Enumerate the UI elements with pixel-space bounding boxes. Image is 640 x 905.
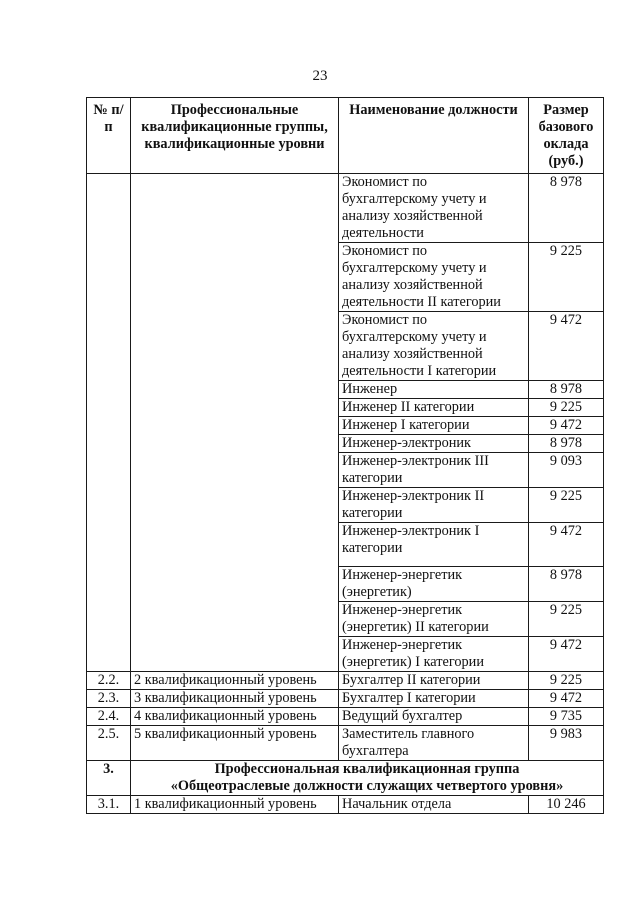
position-cell: Бухгалтер I категории [339,690,529,708]
salary-cell: 8 978 [529,567,604,602]
salary-cell: 8 978 [529,435,604,453]
level-cell: 2 квалификационный уровень [131,672,339,690]
position-cell: Инженер-электроник III категории [339,453,529,488]
page-number: 23 [312,68,328,84]
salary-cell: 9 225 [529,399,604,417]
salary-cell: 9 472 [529,523,604,567]
table-row [87,708,604,726]
num-cell: 2.3. [87,690,131,708]
position-cell: Экономист по бухгалтерскому учету и анализу хозяйственной деятельности II категории [339,243,529,312]
salary-cell: 10 246 [529,796,604,814]
position-cell: Инженер-электроник II категории [339,488,529,523]
header-position: Наименование должности [339,98,529,174]
table-row [87,174,604,243]
position-cell: Инженер-энергетик (энергетик) [339,567,529,602]
group-title-line1: Профессиональная квалификационная группа [214,761,520,777]
table-row [87,690,604,708]
salary-cell: 9 225 [529,243,604,312]
salary-cell: 9 472 [529,312,604,381]
group-title-cell [131,761,604,796]
group-num-cell: 3. [87,761,131,796]
header-group: Профессиональные квалификационные группы, квалификационные уровни [131,98,339,174]
salary-cell: 8 978 [529,381,604,399]
level-cell: 4 квалификационный уровень [131,708,339,726]
table-row [87,672,604,690]
table-header-row [87,98,604,174]
salary-cell: 9 472 [529,637,604,672]
position-cell: Инженер II категории [339,399,529,417]
salary-table [86,97,604,814]
level-cell: 3 квалификационный уровень [131,690,339,708]
salary-cell: 9 472 [529,690,604,708]
position-cell: Начальник отдела [339,796,529,814]
group-title-row [87,761,604,796]
level-cell: 1 квалификационный уровень [131,796,339,814]
table-row [87,726,604,761]
num-cell: 2.5. [87,726,131,761]
salary-cell: 9 472 [529,417,604,435]
group-title-line2: «Общеотраслевые должности служащих четвертого уровня» [170,778,564,794]
position-cell: Экономист по бухгалтерскому учету и анализу хозяйственной деятельности [339,174,529,243]
position-cell: Инженер-энергетик (энергетик) II категории [339,602,529,637]
salary-cell: 9 225 [529,602,604,637]
position-cell: Инженер I категории [339,417,529,435]
header-num: № п/п [87,98,131,174]
salary-cell: 8 978 [529,174,604,243]
position-cell: Инженер-электроник I категории [339,523,529,567]
continuation-group-cell [131,174,339,672]
salary-cell: 9 983 [529,726,604,761]
position-cell: Заместитель главного бухгалтера [339,726,529,761]
position-cell: Ведущий бухгалтер [339,708,529,726]
continuation-num-cell [87,174,131,672]
position-cell: Бухгалтер II категории [339,672,529,690]
salary-cell: 9 093 [529,453,604,488]
level-cell: 5 квалификационный уровень [131,726,339,761]
salary-cell: 9 225 [529,672,604,690]
position-cell: Инженер-электроник [339,435,529,453]
header-salary: Размер базового оклада (руб.) [529,98,604,174]
position-cell: Инженер [339,381,529,399]
position-cell: Инженер-энергетик (энергетик) I категории [339,637,529,672]
num-cell: 3.1. [87,796,131,814]
position-cell: Экономист по бухгалтерскому учету и анализу хозяйственной деятельности I категории [339,312,529,381]
num-cell: 2.2. [87,672,131,690]
salary-cell: 9 225 [529,488,604,523]
num-cell: 2.4. [87,708,131,726]
table-row [87,796,604,814]
salary-cell: 9 735 [529,708,604,726]
